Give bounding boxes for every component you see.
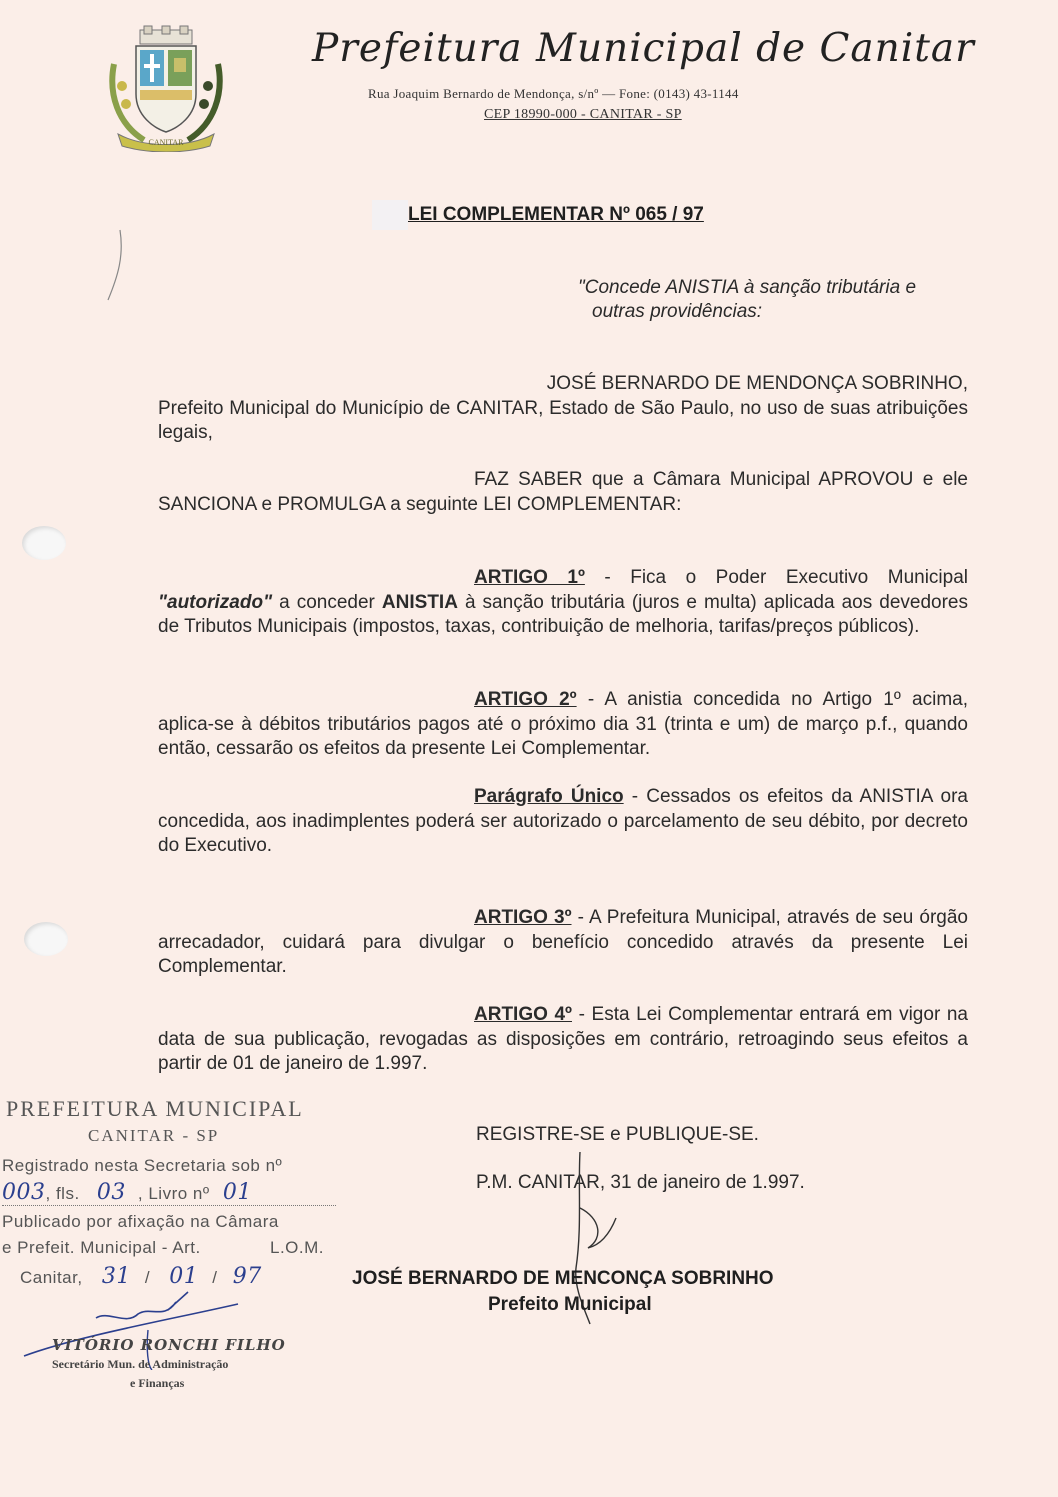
fls-number: 03: [96, 1180, 126, 1205]
enactment-text: FAZ SABER que a Câmara Municipal APROVOU e ele SANCIONA e PROMULGA a seguinte LEI COMPLEMENTAR:: [158, 469, 968, 515]
signer-name: JOSÉ BERNARDO DE MENCONÇA SOBRINHO: [352, 1268, 774, 1289]
preamble-text: Prefeito Municipal do Município de CANITAR, Estado de São Paulo, no uso de suas atribuições legais,: [158, 397, 968, 443]
punch-hole-top: [22, 526, 66, 560]
sole-paragraph: Parágrafo Único - Cessados os efeitos da ANISTIA ora concedida, aos inadimplentes poderá ser autorizado o parcelamento de seu débito, por decreto do Executivo.: [158, 786, 968, 856]
mayor-name: JOSÉ BERNARDO DE MENDONÇA SOBRINHO,: [546, 373, 968, 394]
punch-hole-bottom: [24, 922, 68, 956]
article-label: ARTIGO 2º: [474, 689, 577, 710]
authorized-term: "autorizado": [158, 591, 273, 613]
stamp-city: CANITAR - SP: [88, 1126, 220, 1145]
org-title: Prefeitura Municipal de Canitar: [312, 26, 975, 71]
article-2: ARTIGO 2º - A anistia concedida no Artigo 1º acima, aplica-se à débitos tributários pagos até o próximo dia 31 (trinta e um) de março p.f., quando então, cessarão os efeitos da presente Lei Complementar.: [158, 689, 968, 759]
address-line: Rua Joaquim Bernardo de Mendonça, s/nº — Fone: (0143) 43-1144: [368, 86, 739, 101]
enactment-clause: [158, 468, 968, 517]
register-publish: REGISTRE-SE e PUBLIQUE-SE.: [476, 1124, 759, 1145]
stamp-date-line: Canitar, 31 / 01 / 97: [20, 1264, 262, 1289]
law-title: LEI COMPLEMENTAR Nº 065 / 97: [408, 204, 704, 225]
stamp-record-line: 003, fls. 03 , Livro nº 01: [2, 1180, 336, 1206]
article-label: ARTIGO 1º: [474, 567, 585, 588]
summary-line: outras providências:: [592, 301, 763, 322]
article-1: ARTIGO 1º - Fica o Poder Executivo Municipal "autorizado" a conceder ANISTIA à sanção tributária (juros e multa) aplicada aos devedores de Tributos Municipais (impostos, taxas, contribuição de melhoria, tarifas/preços públicos).: [158, 567, 968, 637]
signer-role: Prefeito Municipal: [488, 1294, 652, 1315]
secretary-role: Secretário Mun. de Administração: [52, 1357, 229, 1371]
secretary-role-cont: e Finanças: [130, 1376, 185, 1390]
place-date: P.M. CANITAR, 31 de janeiro de 1.997.: [476, 1172, 805, 1193]
secretary-name: VITÓRIO RONCHI FILHO: [52, 1336, 286, 1354]
date-day: 31: [101, 1264, 131, 1289]
stamp-registered: Registrado nesta Secretaria sob nº: [2, 1156, 283, 1175]
paragraph-label: Parágrafo Único: [474, 786, 624, 807]
stamp-lom: L.O.M.: [270, 1238, 325, 1257]
article-label: ARTIGO 3º: [474, 907, 572, 928]
stamp-org: PREFEITURA MUNICIPAL: [6, 1096, 304, 1121]
correction-mark: [372, 200, 408, 230]
livro-number: 01: [222, 1180, 252, 1205]
stamp-published: Publicado por afixação na Câmara: [2, 1212, 279, 1231]
article-3: ARTIGO 3º - A Prefeitura Municipal, através de seu órgão arrecadador, cuidará para divulgar o benefício concedido através da presente Lei Complementar.: [158, 907, 968, 977]
municipal-crest: [104, 24, 228, 152]
pen-mark: [100, 226, 130, 306]
date-year: 97: [232, 1264, 262, 1289]
article-label: ARTIGO 4º: [474, 1004, 572, 1025]
law-summary: [578, 276, 978, 324]
reg-number: 003: [2, 1180, 46, 1205]
registration-stamp: [0, 1092, 345, 1302]
date-month: 01: [169, 1264, 199, 1289]
preamble: [158, 372, 968, 446]
svg-text:CANITAR: CANITAR: [148, 138, 184, 147]
stamp-prefeit: e Prefeit. Municipal - Art.: [2, 1238, 201, 1257]
anistia-term: ANISTIA: [381, 591, 458, 613]
article-4: ARTIGO 4º - Esta Lei Complementar entrará em vigor na data de sua publicação, revogadas as disposições em contrário, retroagindo seus efeitos a partir de 01 de janeiro de 1.997.: [158, 1004, 969, 1074]
postal-line: CEP 18990-000 - CANITAR - SP: [484, 107, 682, 122]
summary-line: "Concede ANISTIA à sanção tributária e: [578, 277, 917, 298]
